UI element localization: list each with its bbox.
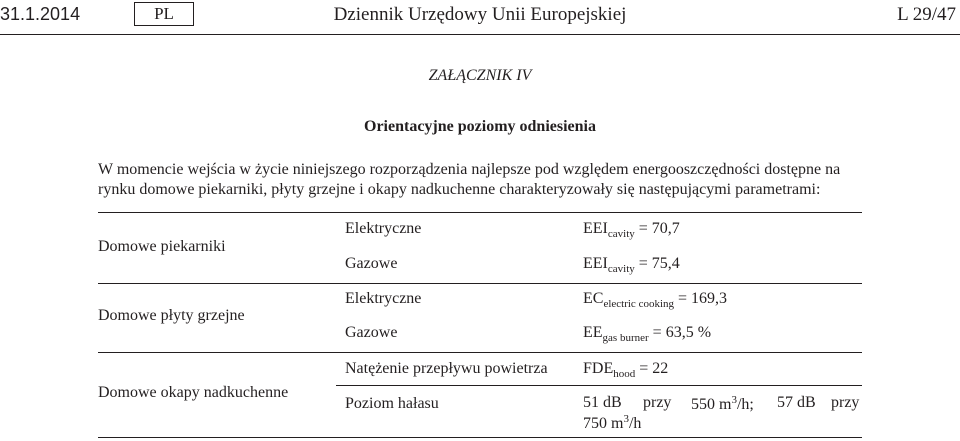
annex-heading: ZAŁĄCZNIK IV: [428, 67, 532, 84]
table-cell-type: Poziom hałasu: [345, 395, 439, 412]
table-cell-type: Natężenie przepływu powietrza: [345, 360, 548, 377]
table-bottom-rule: [98, 437, 862, 438]
header-divider: [0, 34, 960, 35]
table-cell-type: Elektryczne: [345, 220, 422, 237]
table-cell-value: $EEI_{cavity} = 70,7$: [583, 220, 680, 240]
section-title: Orientacyjne poziomy odniesienia: [364, 118, 596, 135]
table-row-label: Domowe piekarniki: [98, 238, 226, 255]
table-cell-value: $EC_{electric cooking} = 169,3$: [583, 290, 728, 310]
table-cell-type: Gazowe: [345, 324, 398, 341]
table-cell-value: 51 dB przy 550 $m^3/h$; 57 dB przy: [583, 394, 860, 413]
table-row-label: Domowe okapy nadkuchenne: [98, 384, 289, 401]
table-sub-rule: [336, 385, 862, 386]
journal-title: Dziennik Urzędowy Unii Europejskiej: [333, 4, 627, 25]
table-row-rule: [98, 283, 862, 284]
table-row-label: Domowe płyty grzejne: [98, 307, 245, 324]
language-badge: PL: [134, 2, 194, 26]
table-cell-value: $EEI_{cavity} = 75,4$: [583, 255, 680, 275]
page-reference: L 29/47: [897, 4, 956, 25]
table-cell-type: Elektryczne: [345, 290, 422, 307]
table-row-rule: [98, 352, 862, 353]
page-header: [0, 2, 960, 30]
intro-paragraph: W momencie wejścia w życie niniejszego rozporządzenia najlepsze pod względem energooszczędności dostępne na rynku domowe piekarniki, płyty grzejne i okapy nadkuchenne charakteryzowały się następującymi parametrami:: [98, 161, 841, 198]
publication-date: 31.1.2014: [0, 4, 81, 24]
table-cell-value: $EE_{gas burner} = 63,5$ %: [583, 324, 712, 344]
table-cell-value-continuation: 750 $m^3/h$: [583, 413, 642, 432]
table-cell-type: Gazowe: [345, 255, 398, 272]
table-top-rule: [98, 212, 862, 213]
table-cell-value: $FDE_{hood} = 22$: [583, 360, 669, 380]
